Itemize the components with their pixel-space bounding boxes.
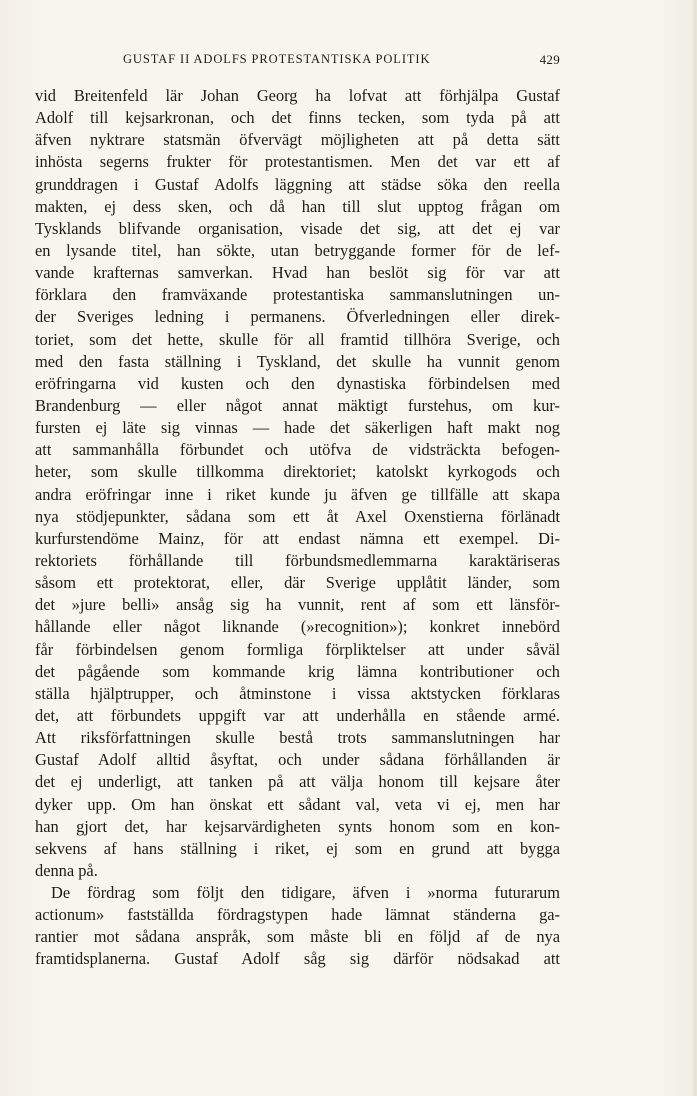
- text-line: makten, ej dess sken, och då han till slut upptog frågan om: [35, 196, 560, 216]
- text-line: det, att förbundets uppgift var att underhålla en stående armé.: [35, 705, 560, 725]
- text-line: fursten ej läte sig vinnas — hade det säkerligen haft makt nog: [35, 418, 560, 438]
- text-line: får förbindelsen genom formliga förpliktelser att under såväl: [35, 639, 560, 659]
- text-line: inhösta segerns frukter för protestantismen. Men det var ett af: [35, 152, 560, 172]
- text-line: det ej underligt, att tanken på att välja honom till kejsare åter: [35, 772, 560, 792]
- running-title: GUSTAF II ADOLFS PROTESTANTISKA POLITIK: [123, 52, 431, 66]
- page-edge: [693, 0, 697, 1096]
- body-text: [35, 85, 560, 971]
- text-line: hållande eller något liknande (»recognition»); konkret innebörd: [35, 617, 560, 637]
- page-number: 429: [539, 52, 560, 67]
- text-line: grunddragen i Gustaf Adolfs läggning att städse söka den reella: [35, 174, 560, 194]
- paragraph-end-line: denna på.: [35, 860, 98, 880]
- text-line: äfven nyktrare statsmän öfvervägt möjligheten att på detta sätt: [35, 130, 560, 150]
- text-line: heter, som skulle tillkomma direktoriet; katolskt kyrkogods och: [35, 462, 560, 482]
- text-line: förklara den framväxande protestantiska sammanslutningen un-: [35, 285, 560, 305]
- text-line: att sammanhålla förbundet och utöfva de vidsträckta befogen-: [35, 440, 560, 460]
- text-line: framtidsplanerna. Gustaf Adolf såg sig därför nödsakad att: [35, 949, 560, 969]
- text-line: Att riksförfattningen skulle bestå trots sammanslutningen har: [35, 728, 560, 748]
- text-line: eröfringarna vid kusten och den dynastiska förbindelsen med: [35, 373, 560, 393]
- text-line: med den fasta ställning i Tyskland, det skulle ha vunnit genom: [35, 351, 560, 371]
- text-line: vande krafternas samverkan. Hvad han beslöt sig för var att: [35, 263, 560, 283]
- text-line: kurfurstendöme Mainz, för att endast nämna ett exempel. Di-: [35, 528, 560, 548]
- text-line: rektoriets förhållande till förbundsmedlemmarna karaktäriseras: [35, 550, 560, 570]
- text-line: det »jure belli» ansåg sig ha vunnit, rent af som ett länsför-: [35, 595, 560, 615]
- page-header: [60, 52, 560, 72]
- text-line: Tysklands blifvande organisation, visade det sig, att det ej var: [35, 218, 560, 238]
- text-line: Brandenburg — eller något annat mäktigt furstehus, om kur-: [35, 395, 560, 415]
- text-line: såsom ett protektorat, eller, där Sverige upplåtit länder, som: [35, 573, 560, 593]
- text-line: Gustaf Adolf alltid åsyftat, och under sådana förhållanden är: [35, 750, 560, 770]
- text-line: ställa hjälptrupper, och åtminstone i vissa aktstycken förklaras: [35, 683, 560, 703]
- text-line: Adolf till kejsarkronan, och det finns tecken, som tyda på att: [35, 108, 560, 128]
- text-line: nya stödjepunkter, sådana som ett åt Axel Oxenstierna förlänadt: [35, 506, 560, 526]
- text-line: det pågående som kommande krig lämna kontributioner och: [35, 661, 560, 681]
- text-line: dyker upp. Om han önskat ett sådant val, veta vi ej, men har: [35, 794, 560, 814]
- text-line: actionum» fastställda fördragstypen hade lämnat ständerna ga-: [35, 905, 560, 925]
- text-line: sekvens af hans ställning i riket, ej som en grund att bygga: [35, 838, 560, 858]
- paragraph-start-line: De fördrag som följt den tidigare, äfven i »norma futurarum: [51, 883, 560, 903]
- text-line: andra eröfringar inne i riket kunde ju äfven ge tillfälle att skapa: [35, 484, 560, 504]
- text-line: vid Breitenfeld lär Johan Georg ha lofvat att förhjälpa Gustaf: [35, 86, 560, 105]
- text-line: han gjort det, har kejsarvärdigheten synts honom som en kon-: [35, 816, 560, 836]
- text-line: der Sveriges ledning i permanens. Öfverledningen eller direk-: [35, 307, 560, 327]
- text-line: en lysande titel, han sökte, utan betryggande former för de lef-: [35, 240, 560, 260]
- text-line: toriet, som det hette, skulle för all framtid tillhöra Sverige, och: [35, 329, 560, 349]
- text-line: rantier mot sådana anspråk, som måste bli en följd af de nya: [35, 927, 560, 947]
